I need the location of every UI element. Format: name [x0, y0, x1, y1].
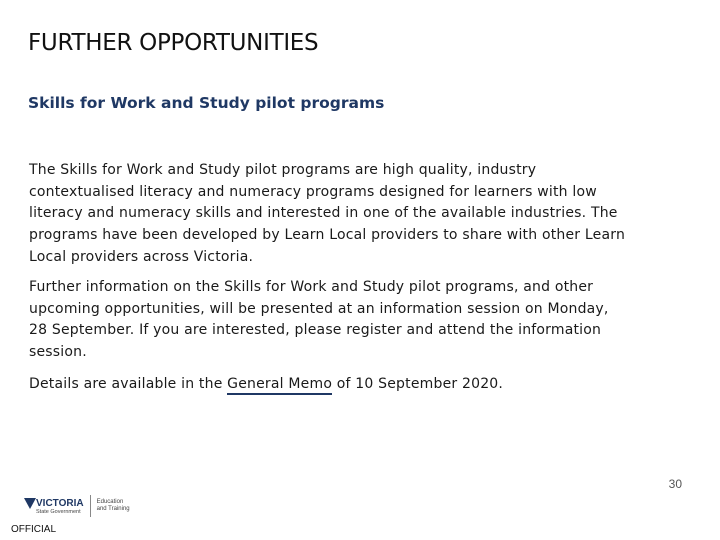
slide-title: FURTHER OPPORTUNITIES: [28, 30, 319, 56]
state-government-label: State Government: [36, 508, 81, 515]
department-line-2: and Training: [96, 506, 130, 512]
page-number: 30: [668, 477, 682, 491]
victoria-logo-mark: [24, 498, 84, 515]
paragraph-intro: The Skills for Work and Study pilot programs are high quality, industry contextualised literacy and numeracy programs designed for learners with low literacy and numeracy skills and interested in one of the available industries. The programs have been developed by Learn Local providers to share with other Learn Local providers across Victoria.: [29, 162, 626, 265]
logo-divider: [90, 495, 91, 517]
victoria-triangle-icon: [24, 498, 36, 509]
victoria-wordmark: VICTORIA: [36, 497, 84, 509]
paragraph-information-session: Further information on the Skills for Work and Study pilot programs, and other upcoming opportunities, will be presented at an information session on Monday, 28 September. If you are interested, please register and attend the information session.: [29, 279, 609, 361]
details-text-after: of 10 September 2020.: [332, 376, 504, 392]
paragraph-details: [29, 374, 629, 396]
classification-label: OFFICIAL: [11, 524, 57, 535]
department-label: [97, 499, 130, 513]
slide-subtitle: Skills for Work and Study pilot programs: [28, 94, 385, 112]
general-memo-link[interactable]: General Memo: [227, 376, 332, 395]
details-text-before: Details are available in the: [29, 376, 228, 392]
department-line-1: Education: [96, 499, 124, 505]
victoria-government-logo: [24, 495, 130, 517]
